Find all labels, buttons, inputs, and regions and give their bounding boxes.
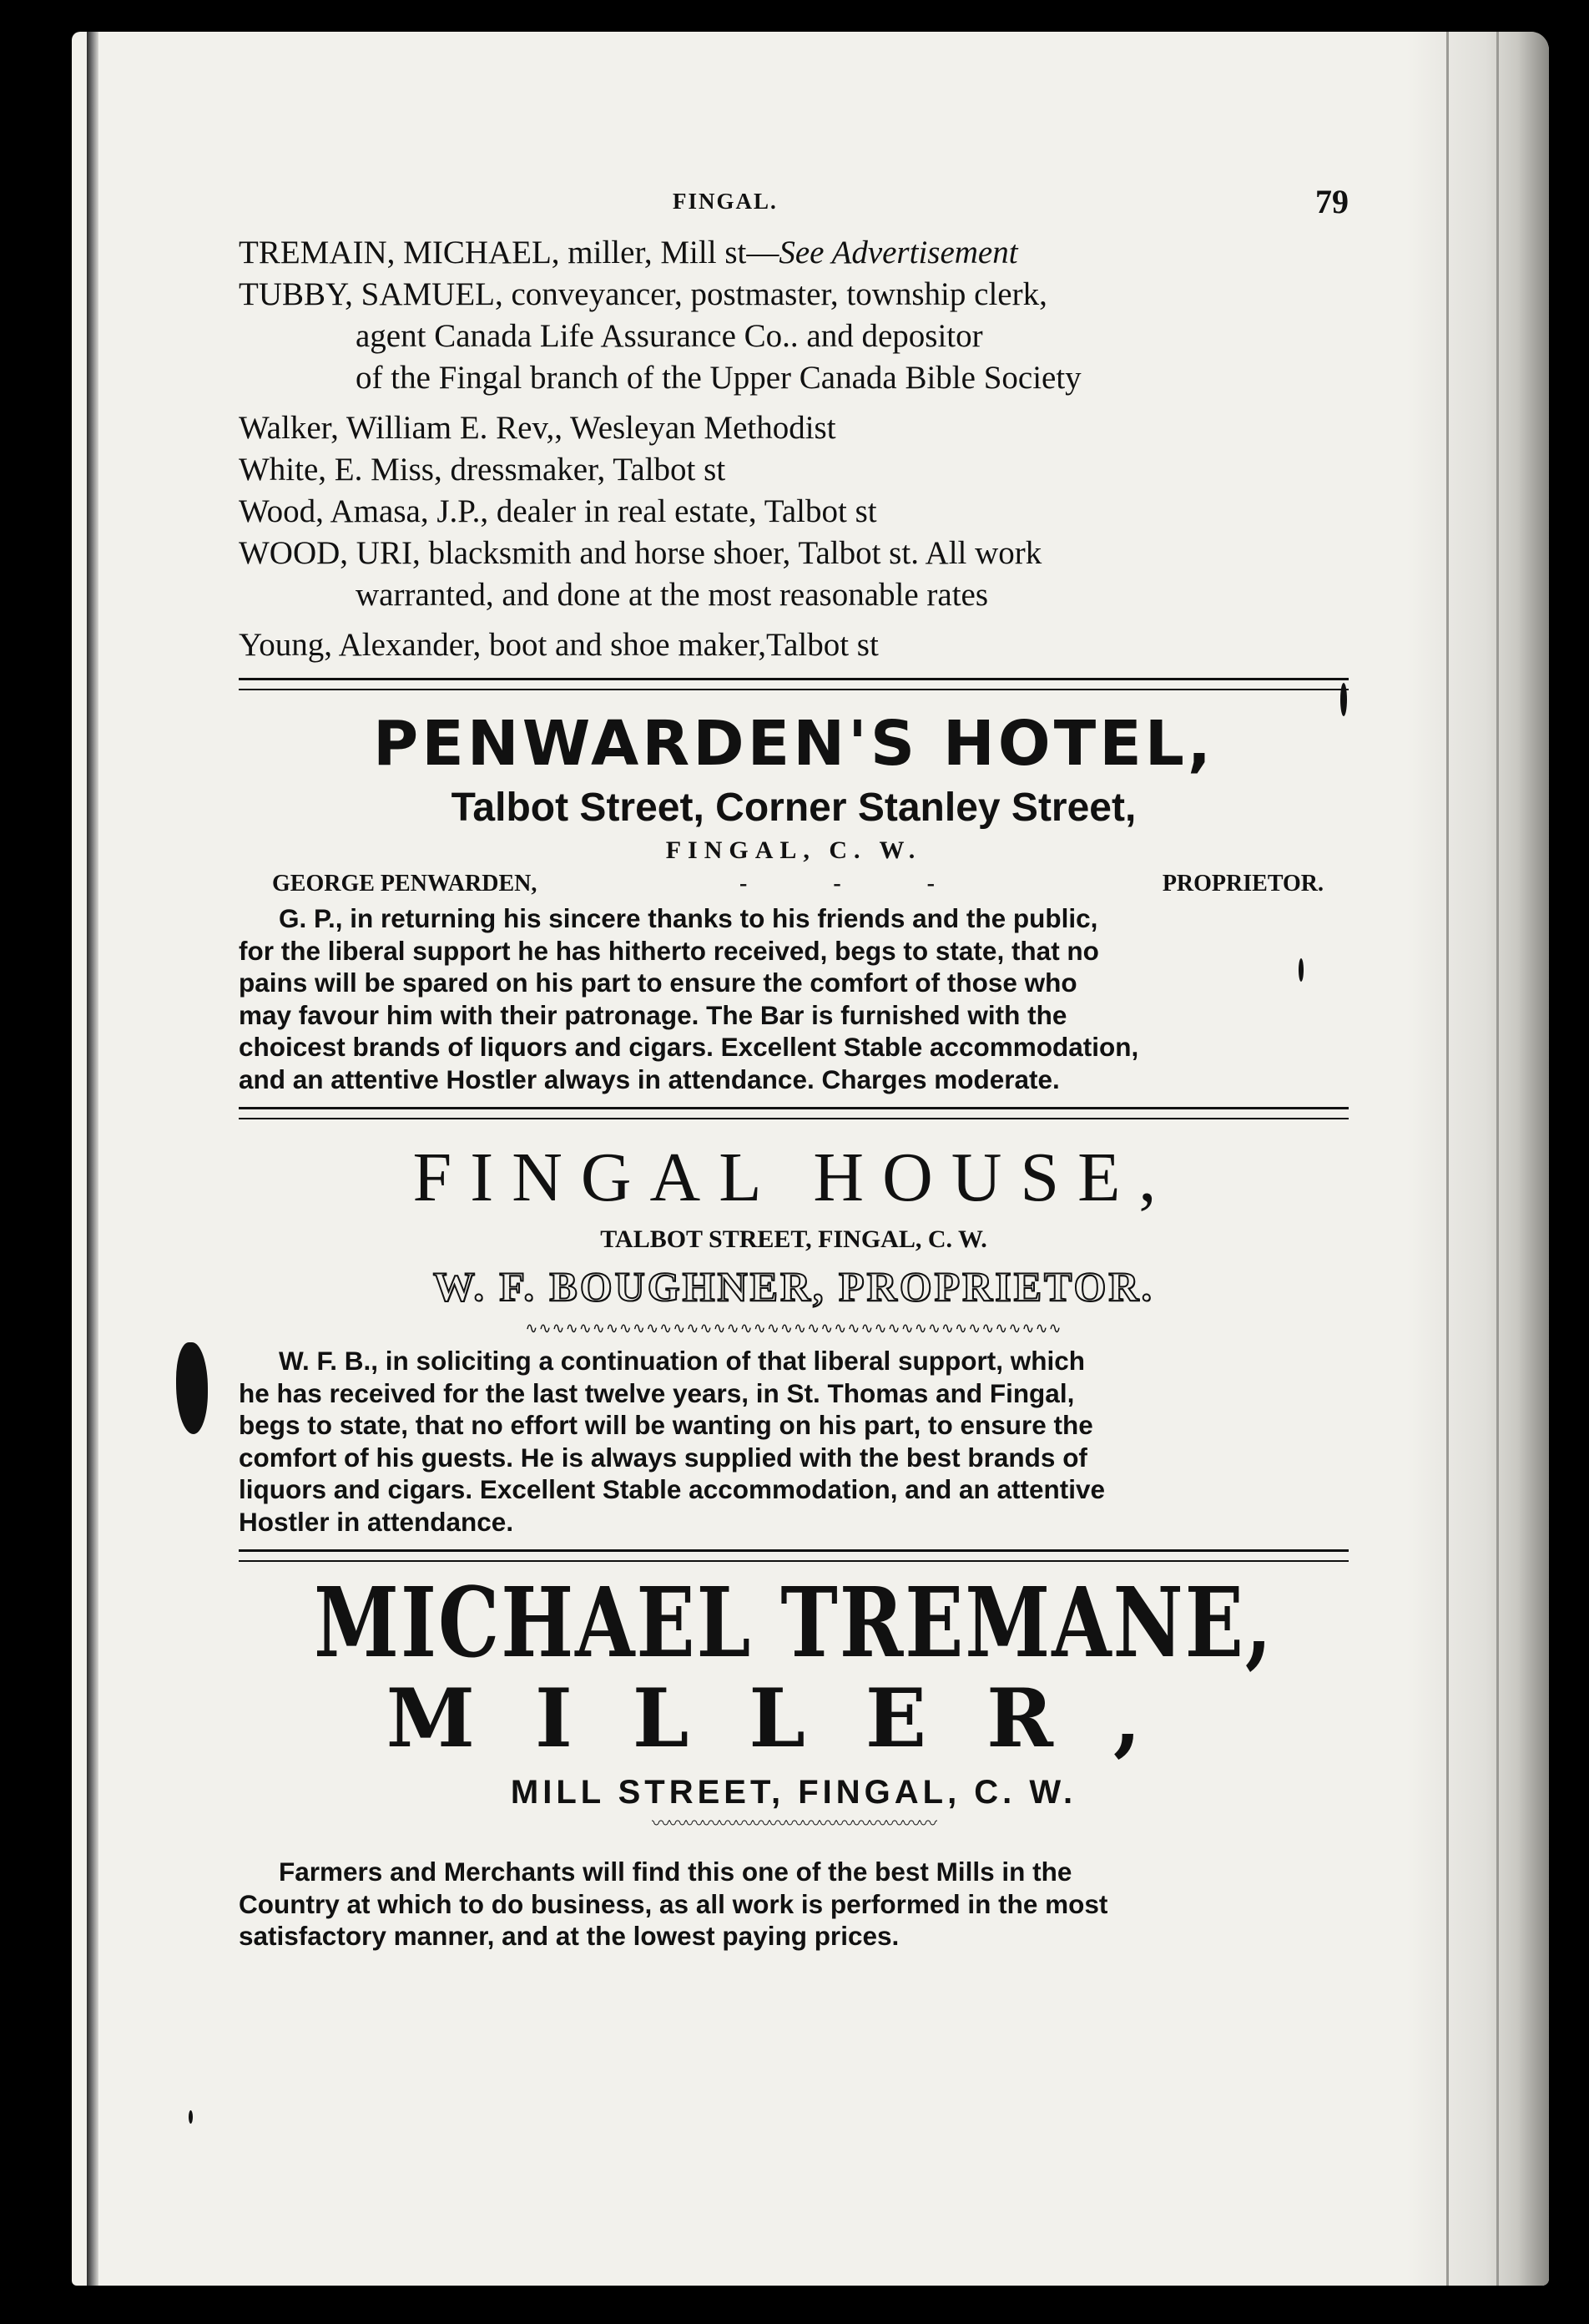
running-title: FINGAL.: [673, 189, 778, 214]
body-line: W. F. B., in soliciting a continuation of that liberal support, which: [279, 1346, 1086, 1376]
ad-address: MILL STREET, FINGAL, C. W.: [510, 1774, 1077, 1811]
body-line: begs to state, that no effort will be wanting on his part, to ensure the: [239, 1410, 1093, 1440]
directory-entry: [239, 449, 1349, 491]
book-page: [72, 32, 1549, 2286]
entry-note: See Advertisement: [779, 235, 1018, 270]
entry-text: warranted, and done at the most reasonable rates: [356, 577, 989, 613]
proprietor-dashes: - - -: [739, 871, 975, 897]
page-gutter: [87, 32, 98, 2286]
ad-body: [239, 1856, 1349, 1953]
body-line: comfort of his guests. He is always supplied with the best brands of: [239, 1442, 1087, 1473]
body-line: Country at which to do business, as all work is performed in the most: [239, 1888, 1108, 1919]
entry-text: WOOD, URI, blacksmith and horse shoer, Talbot st. All work: [239, 535, 1042, 571]
ad-title: FINGAL HOUSE,: [412, 1139, 1175, 1216]
section-divider: [239, 1549, 1349, 1562]
entry-text: TREMAIN, MICHAEL, miller, Mill st—: [239, 235, 779, 270]
ornamental-rule: 〰〰〰〰〰〰〰〰〰〰〰〰〰〰〰〰〰: [651, 1814, 936, 1835]
entry-text: Young, Alexander, boot and shoe maker,Talbot st: [239, 627, 879, 663]
ad-title: MICHAEL TREMANE,: [314, 1566, 1274, 1680]
ad-title: PENWARDEN'S HOTEL,: [372, 708, 1215, 780]
edge-line: [1446, 32, 1449, 2286]
body-line: and an attentive Hostler always in attendance. Charges moderate.: [239, 1063, 1060, 1094]
ad-fingal-house: [239, 1134, 1349, 1538]
body-line: may favour him with their patronage. The Bar is furnished with the: [239, 999, 1067, 1030]
ad-address: TALBOT STREET, FINGAL, C. W.: [600, 1225, 987, 1253]
ad-trade: MILLER,: [386, 1671, 1202, 1766]
page-content: [239, 182, 1349, 1953]
proprietor-name: GEORGE PENWARDEN,: [272, 871, 537, 897]
ornamental-rule: ∿∿∿∿∿∿∿∿∿∿∿∿∿∿∿∿∿∿∿∿∿∿∿∿∿∿∿∿∿∿∿∿∿∿∿∿∿∿∿∿: [525, 1320, 1062, 1337]
entry-text: Walker, William E. Rev,, Wesleyan Methodist: [239, 410, 836, 446]
body-line: Farmers and Merchants will find this one of the best Mills in the: [279, 1857, 1072, 1887]
entry-text: White, E. Miss, dressmaker, Talbot st: [239, 452, 726, 488]
running-head: [239, 182, 1349, 232]
proprietor-label: PROPRIETOR.: [1162, 871, 1324, 897]
directory-entry: [239, 624, 1349, 666]
body-line: G. P., in returning his sincere thanks to his friends and the public,: [279, 903, 1098, 933]
body-line: for the liberal support he has hitherto received, begs to state, that no: [239, 935, 1099, 966]
page-number: 79: [1315, 183, 1349, 220]
directory-entry: [239, 491, 1349, 533]
ad-proprietor: W. F. BOUGHNER, PROPRIETOR.: [432, 1263, 1154, 1310]
body-line: pains will be spared on his part to ensure the comfort of those who: [239, 967, 1077, 998]
ad-penwarden-hotel: [239, 705, 1349, 1095]
proprietor-line: [239, 867, 1349, 902]
body-line: liquors and cigars. Excellent Stable accommodation, and an attentive: [239, 1474, 1106, 1504]
body-line: satisfactory manner, and at the lowest paying prices.: [239, 1921, 900, 1951]
body-line: Hostler in attendance.: [239, 1506, 514, 1537]
directory-entry: [239, 407, 1349, 449]
directory-entry: [239, 232, 1349, 274]
entry-text: Wood, Amasa, J.P., dealer in real estate, Talbot st: [239, 493, 877, 529]
body-line: he has received for the last twelve years, in St. Thomas and Fingal,: [239, 1377, 1075, 1408]
section-divider: [239, 678, 1349, 690]
entry-text: TUBBY, SAMUEL, conveyancer, postmaster, township clerk,: [239, 276, 1047, 312]
directory-entry: [239, 533, 1349, 616]
body-line: choicest brands of liquors and cigars. Excellent Stable accommodation,: [239, 1032, 1139, 1062]
entry-text: of the Fingal branch of the Upper Canada Bible Society: [356, 360, 1082, 396]
ad-town: FINGAL, C. W.: [665, 836, 922, 864]
directory-listing: [239, 232, 1349, 666]
section-divider: [239, 1107, 1349, 1119]
edge-line: [1496, 32, 1499, 2286]
ad-body: [239, 902, 1349, 1095]
ad-address: Talbot Street, Corner Stanley Street,: [451, 786, 1137, 830]
ad-body: [239, 1345, 1349, 1538]
ad-michael-tremane: [239, 1566, 1349, 1953]
page-edge: [1407, 32, 1549, 2286]
entry-text: agent Canada Life Assurance Co.. and depositor: [356, 318, 983, 354]
directory-entry: [239, 274, 1349, 399]
